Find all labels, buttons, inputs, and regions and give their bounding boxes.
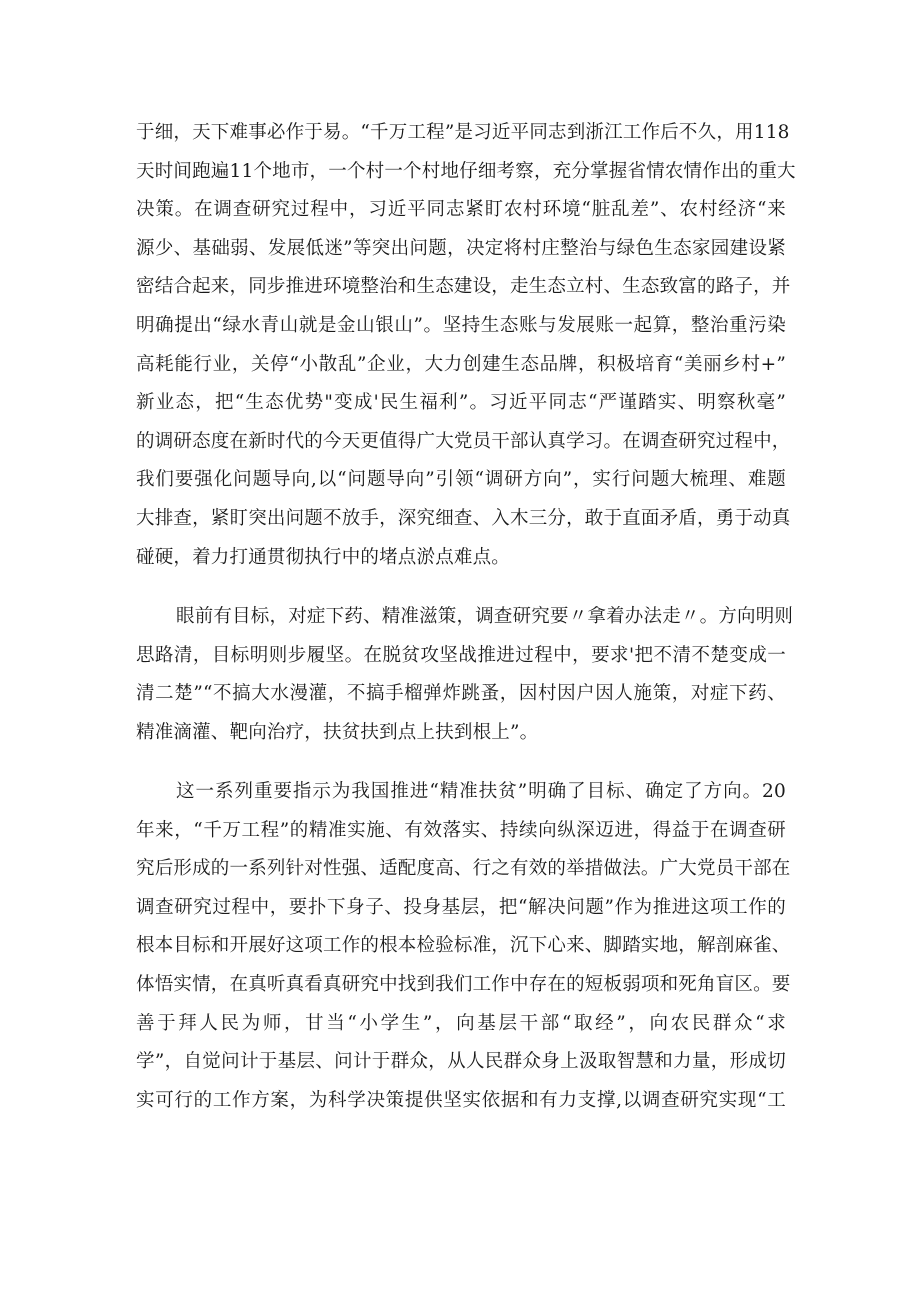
text-line: 善于拜人民为师，甘当“小学生”，向基层干部“取经”，向农民群众“求 (136, 1012, 786, 1034)
text-line: 明确提出“绿水青山就是金山银山”。坚持生态账与发展账一起算，整治重污染 (136, 314, 786, 336)
text-line: 根本目标和开展好这项工作的根本检验标准，沉下心来、脚踏实地，解剖麻雀、 (136, 935, 791, 957)
text-line: 我们要强化问题导向,以“问题导向”引领“调研方向”，实行问题大梳理、难题 (136, 469, 786, 491)
text-line: 调查研究过程中，要扑下身子、投身基层，把“解决问题”作为推进这项工作的 (136, 896, 786, 918)
text-line: 清二楚”“不搞大水漫灌，不搞手榴弹炸跳蚤，因村因户因人施策，对症下药、 (136, 683, 786, 705)
text-line: 碰硬，着力打通贯彻执行中的堵点淤点难点。 (136, 546, 511, 568)
text-line: 的调研态度在新时代的今天更值得广大党员干部认真学习。在调查研究过程中， (136, 430, 791, 452)
text-line: 密结合起来，同步推进环境整治和生态建设，走生态立村、生态致富的路子，并 (136, 276, 791, 298)
text-line: 年来，“千万工程”的精准实施、有效落实、持续向纵深迈进，得益于在调查研 (136, 819, 786, 841)
text-line: 体悟实情，在真听真看真研究中找到我们工作中存在的短板弱项和死角盲区。要 (136, 973, 791, 995)
paragraph-2 (136, 598, 794, 752)
paragraph-1 (136, 114, 796, 577)
text-line: 这一系列重要指示为我国推进“精准扶贫”明确了目标、确定了方向。20 (176, 781, 786, 802)
text-line: 大排查，紧盯突出问题不放手，深究细查、入木三分，敢于直面矛盾，勇于动真 (136, 507, 791, 529)
text-line: 新业态，把“生态优势"变成'民生福利”。习近平同志“严谨踏实、明察秋毫” (136, 392, 786, 414)
text-line: 实可行的工作方案，为科学决策提供坚实依据和有力支撑,以调查研究实现“工 (136, 1089, 786, 1111)
text-line: 究后形成的一系列针对性强、适配度高、行之有效的举措做法。广大党员干部在 (136, 858, 791, 880)
text-line: 学”，自觉问计于基层、问计于群众，从人民群众身上汲取智慧和力量，形成切 (136, 1051, 786, 1073)
text-line: 高耗能行业，关停“小散乱”企业，大力创建生态品牌，积极培育“美丽乡村+” (136, 353, 786, 375)
text-line: 决策。在调查研究过程中，习近平同志紧盯农村环境“脏乱差”、农村经济“来 (136, 199, 786, 221)
text-line: 源少、基础弱、发展低迷”等突出问题，决定将村庄整治与绿色生态家园建设紧 (136, 237, 786, 259)
text-line: 思路清，目标明则步履坚。在脱贫攻坚战推进过程中，要求'把不清不楚变成一 (136, 644, 786, 666)
text-line: 精准滴灌、靶向治疗，扶贫扶到点上扶到根上”。 (136, 721, 539, 743)
text-line: 于细，天下难事必作于易。“千万工程”是习近平同志到浙江工作后不久，用118 (136, 122, 790, 143)
paragraph-3 (136, 773, 791, 1120)
text-line: 天时间跑遍11个地市，一个村一个村地仔细考察，充分掌握省情农情作出的重大 (136, 160, 796, 182)
text-line: 眼前有目标，对症下药、精准滋策，调查研究要〃拿着办法走〃。方向明则 (176, 606, 794, 627)
